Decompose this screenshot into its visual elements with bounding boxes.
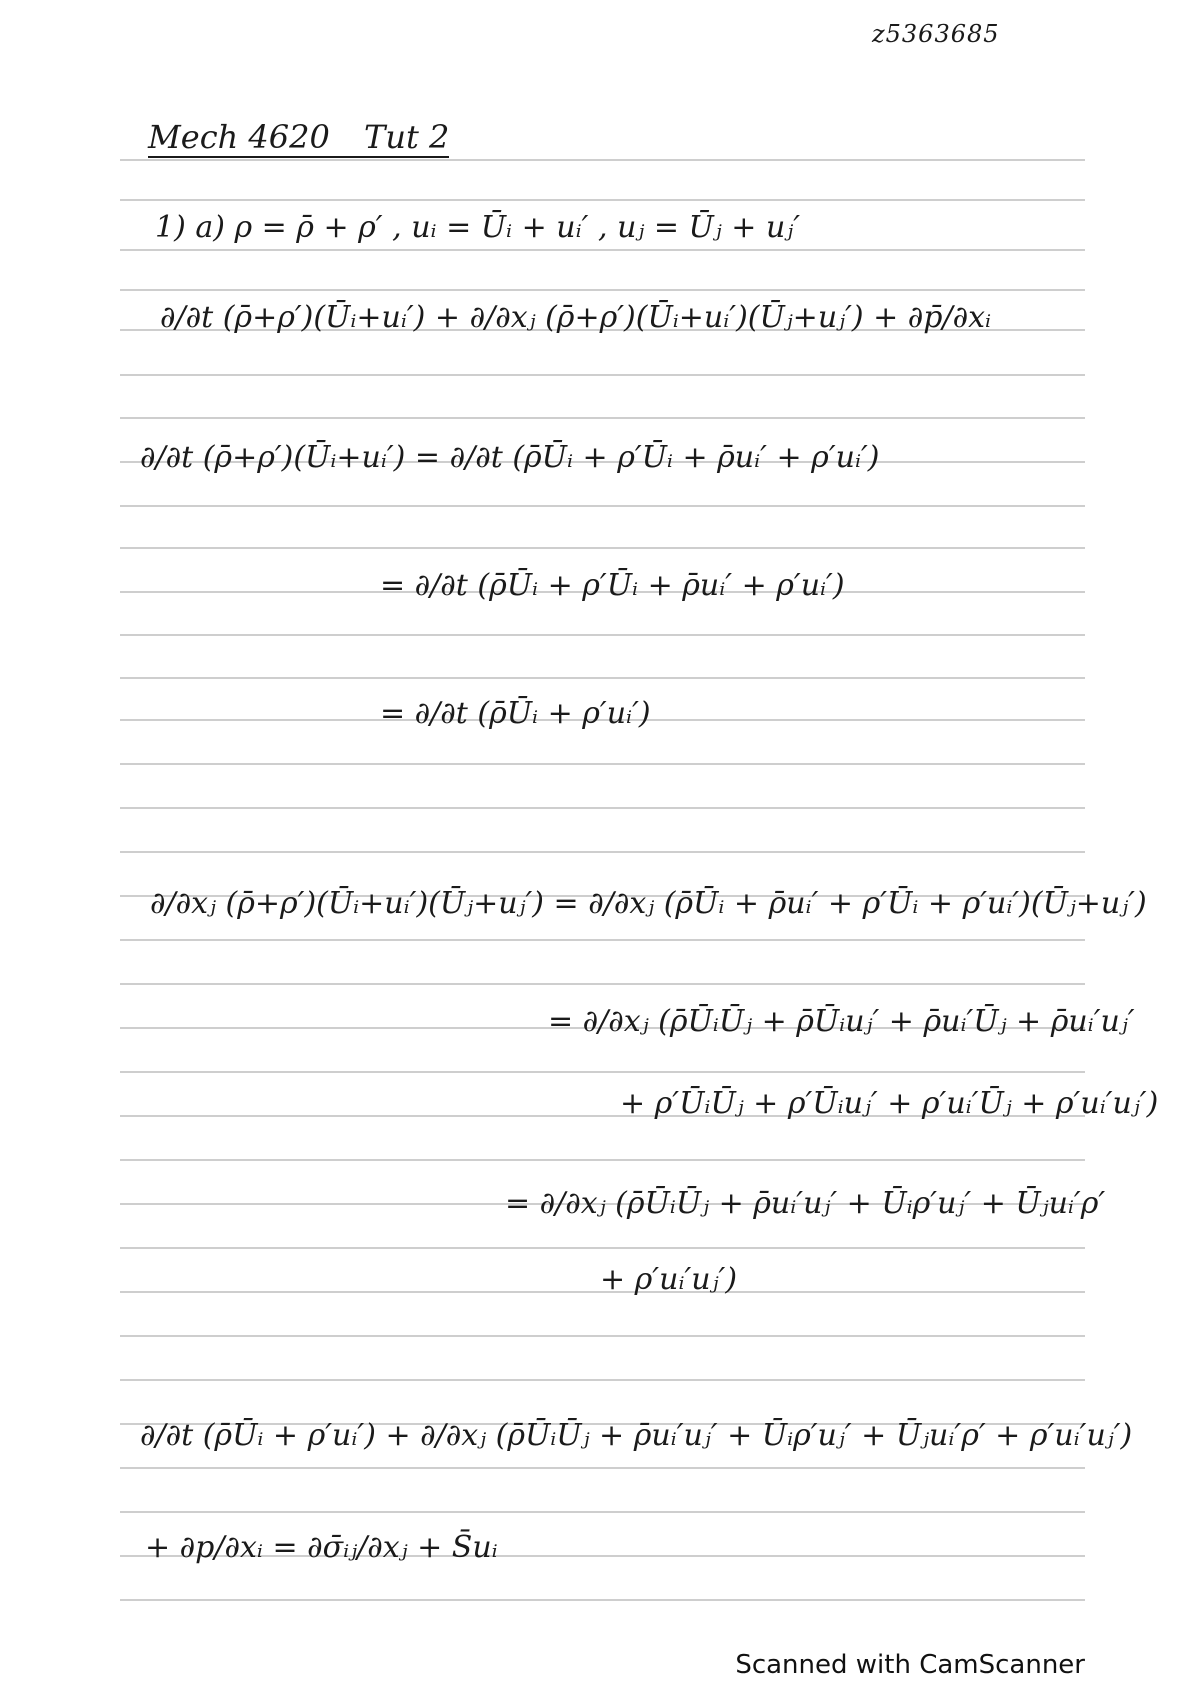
eq-line-2: ∂/∂t (ρ̄+ρ′)(Ūᵢ+uᵢ′) + ∂/∂xⱼ (ρ̄+ρ′)(Ūᵢ+uᵢ′)(Ūⱼ+uⱼ′) + ∂p̄/∂xᵢ [160,300,992,335]
eq-line-6: ∂/∂xⱼ (ρ̄+ρ′)(Ūᵢ+uᵢ′)(Ūⱼ+uⱼ′) = ∂/∂xⱼ (ρ̄Ūᵢ + ρ̄uᵢ′ + ρ′Ūᵢ + ρ′uᵢ′)(Ūⱼ+uⱼ′) [150,886,1147,921]
eq-line-5: = ∂/∂t (ρ̄Ūᵢ + ρ′uᵢ′) [380,696,651,731]
eq-line-1: 1) a) ρ = ρ̄ + ρ′ , uᵢ = Ūᵢ + uᵢ′ , uⱼ = Ūⱼ + uⱼ′ [155,210,800,245]
course-code: Mech 4620 [148,118,330,156]
scanner-watermark: Scanned with CamScanner [735,1650,1085,1680]
eq-line-11: ∂/∂t (ρ̄Ūᵢ + ρ′uᵢ′) + ∂/∂xⱼ (ρ̄ŪᵢŪⱼ + ρ̄uᵢ′uⱼ′ + Ūᵢρ′uⱼ′ + Ūⱼuᵢ′ρ′ + ρ′uᵢ′uⱼ′) [140,1418,1133,1453]
eq-line-8: + ρ′ŪᵢŪⱼ + ρ′Ūᵢuⱼ′ + ρ′uᵢ′Ūⱼ + ρ′uᵢ′uⱼ′) [620,1086,1159,1121]
student-id: z5363685 [872,20,1000,48]
eq-line-10: + ρ′uᵢ′uⱼ′) [600,1262,738,1297]
page-heading [148,118,449,156]
eq-line-3: ∂/∂t (ρ̄+ρ′)(Ūᵢ+uᵢ′) = ∂/∂t (ρ̄Ūᵢ + ρ′Ūᵢ + ρ̄uᵢ′ + ρ′uᵢ′) [140,440,880,475]
tutorial-title: Tut 2 [364,118,450,156]
eq-line-9: = ∂/∂xⱼ (ρ̄ŪᵢŪⱼ + ρ̄uᵢ′uⱼ′ + Ūᵢρ′uⱼ′ + Ūⱼuᵢ′ρ′ [505,1186,1106,1221]
eq-line-12: + ∂p/∂xᵢ = ∂σ̄ᵢⱼ/∂xⱼ + S̄uᵢ [145,1530,498,1565]
eq-line-7: = ∂/∂xⱼ (ρ̄ŪᵢŪⱼ + ρ̄Ūᵢuⱼ′ + ρ̄uᵢ′Ūⱼ + ρ̄uᵢ′uⱼ′ [548,1004,1135,1039]
eq-line-4: = ∂/∂t (ρ̄Ūᵢ + ρ′Ūᵢ + ρ̄uᵢ′ + ρ′uᵢ′) [380,568,845,603]
